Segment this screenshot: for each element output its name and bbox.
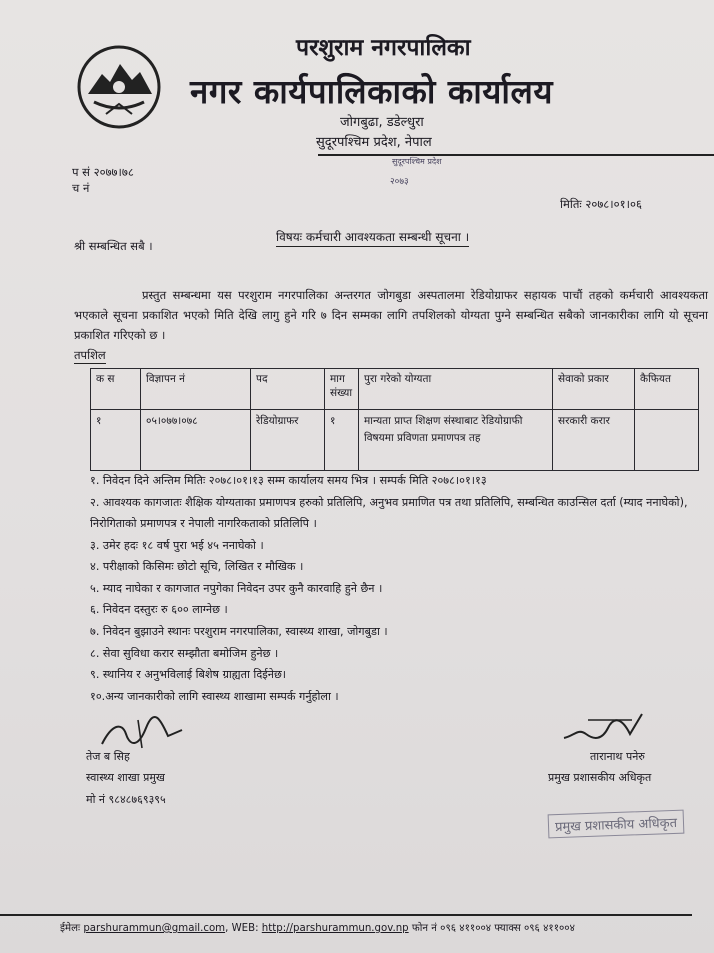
footer [60, 920, 575, 934]
signatory-right-name: तारानाथ पनेरु [590, 750, 645, 763]
signature-left-icon [98, 714, 188, 754]
notice-date: मितिः २०७८।०१।०६ [560, 197, 642, 211]
conditions-list [90, 470, 710, 707]
cell-demand: १ [325, 410, 359, 471]
signatory-right-post: प्रमुख प्रशासकीय अधिकृत [548, 771, 652, 784]
nepal-emblem-icon [76, 44, 162, 130]
office-location: जोगबुढा, डडेल्धुरा [340, 115, 424, 130]
vacancy-table [90, 368, 699, 471]
list-item: ९. स्थानिय र अनुभविलाई बिशेष ग्राह्यता दिईनेछ। [90, 668, 287, 682]
email-label: ईमेलः [60, 923, 81, 934]
email-link[interactable]: parshurammun@gmail.com [83, 923, 226, 934]
footer-divider [0, 914, 692, 916]
list-item: ८. सेवा सुविधा करार सम्झौता बमोजिम हुनेछ । [90, 646, 279, 660]
signatory-left-name: तेज ब सिह [86, 750, 130, 763]
signatory-left-post: स्वास्थ्य शाखा प्रमुख [86, 771, 165, 784]
office-name: नगर कार्यपालिकाको कार्यालय [190, 72, 553, 111]
list-item: ६. निवेदन दस्तुरः रु ६०० लाग्नेछ । [90, 603, 228, 617]
cell-ad-number: ०५।०७७।०७८ [141, 410, 251, 471]
list-item: ७. निवेदन बुझाउने स्थानः परशुराम नगरपालिका, स्वास्थ्य शाखा, जोगबुडा । [90, 624, 388, 638]
cell-service-type: सरकारी करार [553, 410, 635, 471]
signature-right-icon [558, 710, 648, 750]
phone-fax: फोन नं ०९६ ४११००४ फ्याक्स ०९६ ४११००४ [411, 923, 575, 934]
cell-post: रेडियोग्राफर [251, 410, 325, 471]
col-header-ad-number: विज्ञापन नं [141, 369, 251, 410]
cell-qualification: मान्यता प्राप्त शिक्षण संस्थाबाट रेडियोग्राफी विषयमा प्रविणता प्रमाणपत्र तह [359, 410, 553, 471]
col-header-demand: माग संख्या [325, 369, 359, 410]
col-header-qualification: पुरा गरेको योग्यता [359, 369, 553, 410]
table-label: तपशिल [74, 348, 106, 362]
table-header-row [91, 369, 699, 410]
list-item: ४. परीक्षाको किसिमः छोटो सूचि, लिखित र मौखिक । [90, 560, 304, 574]
list-item: १०.अन्य जानकारीको लागि स्वास्थ्य शाखामा सम्पर्क गर्नुहोला । [90, 689, 339, 703]
web-label: , WEB: [225, 923, 259, 934]
col-header-post: पद [251, 369, 325, 410]
list-item: १. निवेदन दिने अन्तिम मितिः २०७८।०१।१३ सम्म कार्यालय समय भित्र । सम्पर्क मिति २०७८।०१।१३ [90, 474, 487, 487]
list-item: ५. म्याद नाघेका र कागजात नपुगेका निवेदन उपर कुनै कारवाहि हुने छैन । [90, 581, 383, 595]
seal-text: सुदूरपश्चिम प्रदेश [392, 157, 442, 166]
header-divider [318, 154, 714, 156]
municipality-name: परशुराम नगरपालिका [296, 35, 471, 61]
body-paragraph: प्रस्तुत सम्बन्धमा यस परशुराम नगरपालिका अन्तरगत जोगबुडा अस्पतालमा रेडियोग्राफर सहायक पाचौं तहको कर्मचारी आवश्यकता भएकाले सूचना प्रकाशित भएको मिति देखि लागु हुने गरि ७ दिन सम्मका लागि तपशिलको योग्यता पुग्ने सम्बन्धित सबैको जानकारीका लागि यो सूचना प्रकाशित गरिएको छ । [74, 288, 708, 342]
list-item: ३. उमेर हदः १८ वर्ष पुरा भई ४५ ननाघेको । [90, 538, 264, 552]
website-link[interactable]: http://parshurammun.gov.np [261, 923, 409, 934]
signatory-left-mobile: मो नं ९८४८७६९३९५ [86, 793, 166, 806]
seal-year: २०७३ [390, 177, 409, 187]
official-stamp: प्रमुख प्रशासकीय अधिकृत [548, 810, 685, 839]
chalani-number: च नं [72, 181, 90, 195]
col-header-remarks: कैफियत [635, 369, 699, 410]
office-province: सुदूरपश्चिम प्रदेश, नेपाल [316, 135, 432, 150]
table-row [91, 410, 699, 471]
cell-remarks [635, 410, 699, 471]
list-item: २. आवश्यक कागजातः शैक्षिक योग्यताका प्रमाणपत्र हरुको प्रतिलिपि, अनुभव प्रमाणित पत्र तथा प्रतिलिपि, सम्बन्धित काउन्सिल दर्ता (म्याद ननाघेको), निरोगिताको प्रमाणपत्र र नेपाली नागरिकताको प्रतिलिपि । [90, 495, 688, 531]
patra-sankhya: प सं २०७७।७८ [72, 165, 134, 179]
notice-subject: विषयः कर्मचारी आवश्यकता सम्बन्धी सूचना । [276, 228, 469, 247]
col-header-service-type: सेवाको प्रकार [553, 369, 635, 410]
greeting: श्री सम्बन्धित सबै । [74, 239, 153, 253]
col-header-serial: क स [91, 369, 141, 410]
cell-serial: १ [91, 410, 141, 471]
